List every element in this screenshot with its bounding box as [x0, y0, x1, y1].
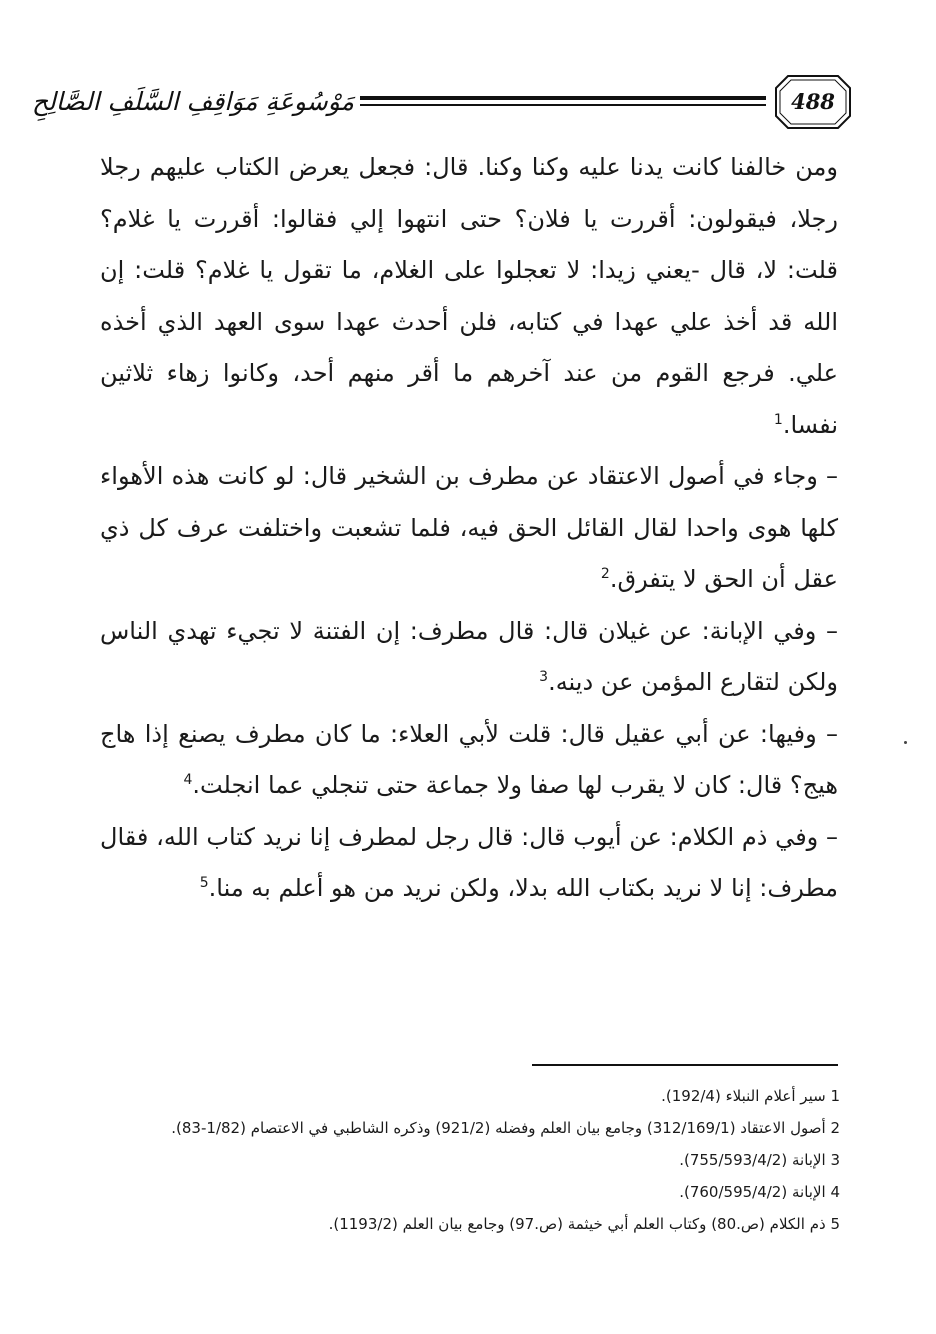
paragraph-text: – وفيها: عن أبي عقيل قال: قلت لأبي العلاء: ما كان مطرف يصنع إذا هاج هيج؟ قال: كان لا يقرب لها صفا ولا جماعة حتى تنجلي عما انجلت. — [100, 719, 838, 799]
footnote-text: أصول الاعتقاد (312/169/1) وجامع بيان العلم وفضله (921/2) وذكره الشاطبي في الاعتصام (1/82-83). — [171, 1119, 826, 1137]
footnote-ref: 2 — [600, 566, 610, 582]
page-header — [31, 72, 852, 132]
footnote-separator — [532, 1064, 838, 1066]
paragraph — [100, 142, 838, 451]
footnote-ref: 4 — [183, 772, 193, 788]
page-number: 488 — [791, 89, 835, 114]
footnote — [96, 1080, 840, 1112]
footnote-ref: 3 — [539, 669, 549, 685]
footnote — [96, 1112, 840, 1144]
footnote-number: 3 — [830, 1151, 840, 1169]
footnotes — [96, 1080, 840, 1240]
paragraph-text: – وفي ذم الكلام: عن أيوب قال: قال رجل لمطرف إنا نريد كتاب الله، فقال مطرف: إنا لا نريد بكتاب الله بدلا، ولكن نريد من هو أعلم به منا. — [100, 822, 838, 902]
footnote-text: الإبانة (755/593/4/2). — [679, 1151, 826, 1169]
paragraph-text: – وفي الإبانة: عن غيلان قال: قال مطرف: إن الفتنة لا تجيء تهدي الناس ولكن لتقارع المؤمن عن دينه. — [100, 616, 838, 696]
footnote — [96, 1176, 840, 1208]
paragraph — [100, 812, 838, 915]
footnote-ref: 1 — [773, 411, 783, 428]
footnote-number: 2 — [830, 1119, 840, 1137]
footnote — [96, 1144, 840, 1176]
paragraph — [100, 606, 838, 709]
paragraph — [100, 709, 838, 812]
footnote — [96, 1208, 840, 1240]
running-book-title: مَوْسُوعَةِ مَوَاقِفِ السَّلَفِ الصَّالِحِ — [31, 87, 354, 116]
footnote-text: سير أعلام النبلاء (192/4). — [661, 1087, 826, 1105]
footnote-ref: 5 — [199, 875, 209, 891]
footnote-number: 5 — [830, 1215, 840, 1233]
paragraph — [100, 451, 838, 606]
page-number-badge — [774, 74, 852, 130]
header-double-rule — [360, 96, 766, 108]
paragraph-text: – وجاء في أصول الاعتقاد عن مطرف بن الشخير قال: لو كانت هذه الأهواء كلها هوى واحدا لقال القائل الحق فيه، فلما تشعبت واختلفت عرف كل ذي عقل أن الحق لا يتفرق. — [100, 462, 838, 593]
paragraph-text: ومن خالفنا كانت يدنا عليه وكنا وكنا. قال: فجعل يعرض الكتاب عليهم رجلا رجلا، فيقولون: أقررت يا فلان؟ حتى انتهوا إلي فقالوا: أقررت يا غلام؟ قلت: لا، قال -يعني زيدا: لا تعجلوا على الغلام، ما تقول يا غلام؟ قلت: إن الله قد أخذ علي عهدا في كتابه، فلن أحدث عهدا سوى العهد الذي أخذه علي. فرجع القوم من عند آخرهم ما أقر منهم أحد، وكانوا زهاء ثلاثين نفسا. — [100, 153, 838, 439]
main-text — [100, 142, 838, 915]
footnote-text: ذم الكلام (ص.80) وكتاب العلم أبي خيثمة (ص.97) وجامع بيان العلم (1193/2). — [328, 1215, 826, 1233]
scan-speck — [904, 741, 907, 744]
footnote-text: الإبانة (760/595/4/2). — [679, 1183, 826, 1201]
footnote-number: 1 — [830, 1087, 840, 1105]
footnote-number: 4 — [830, 1183, 840, 1201]
